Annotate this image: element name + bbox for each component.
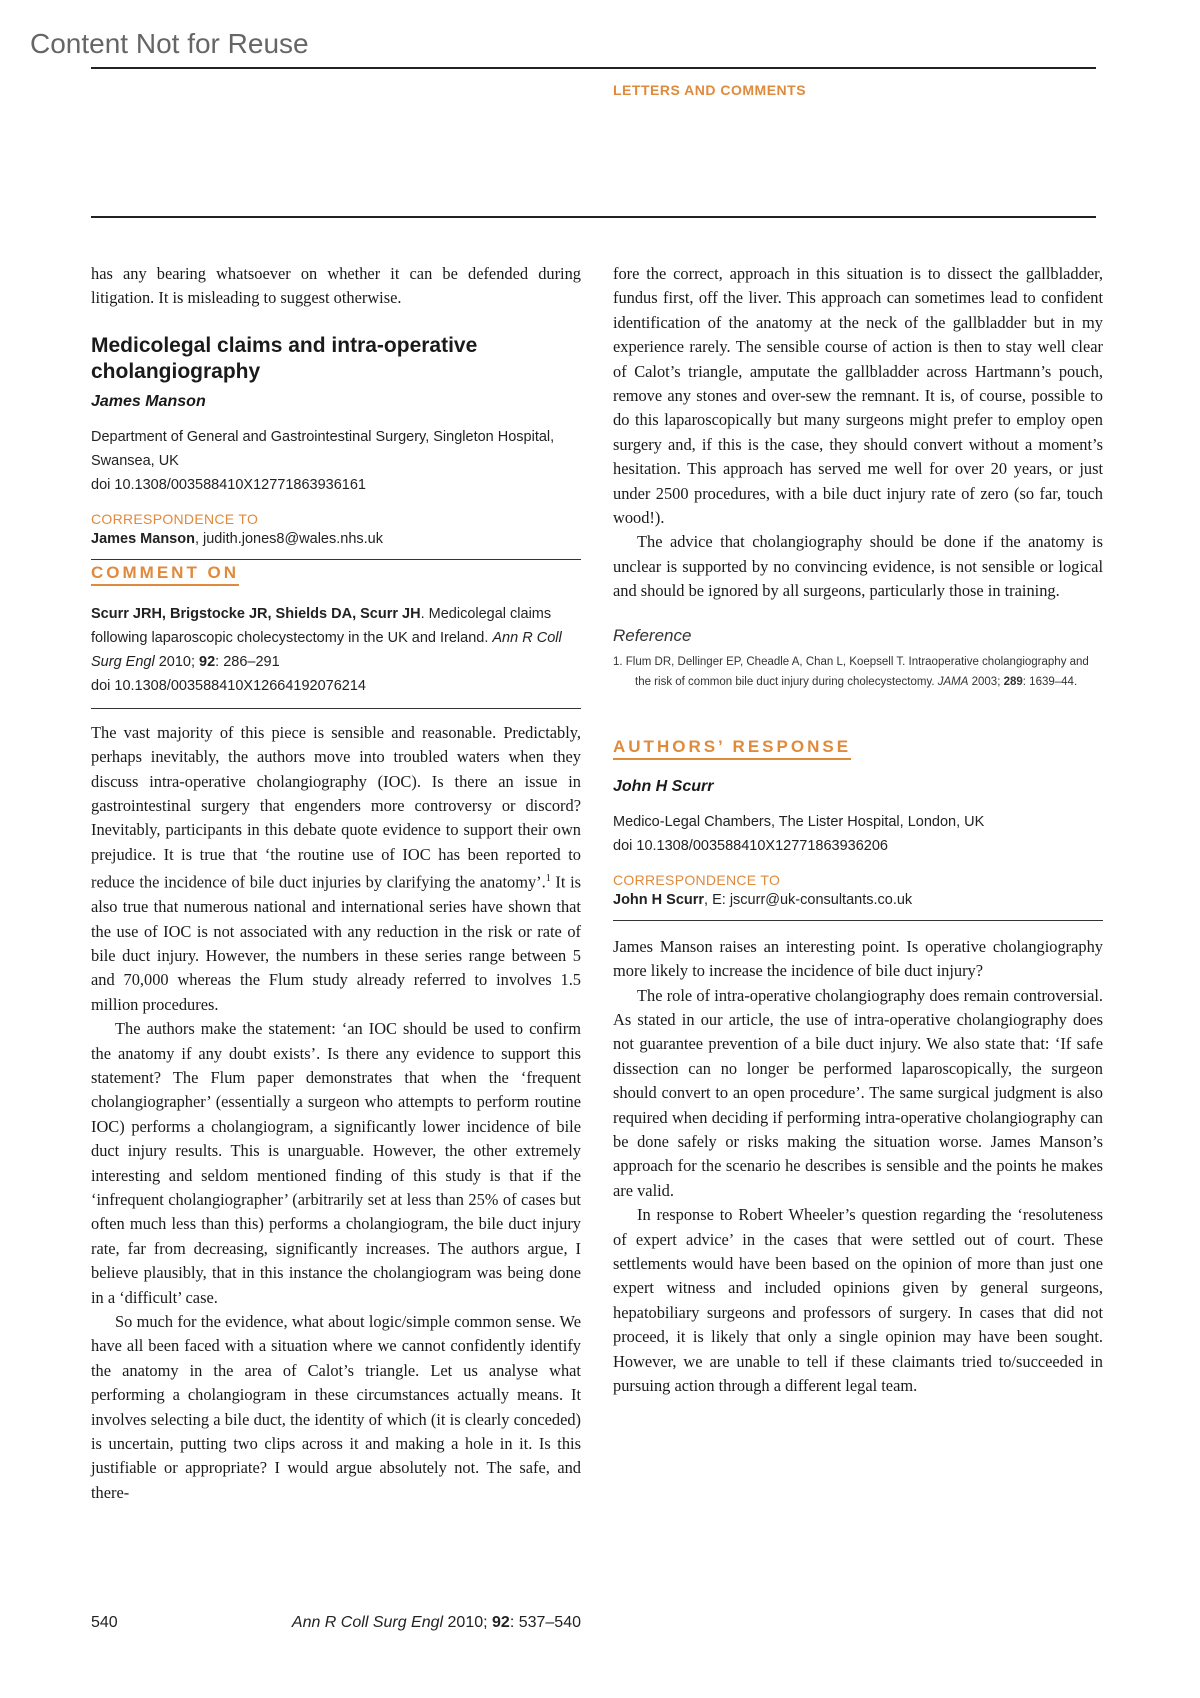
correspondence-email: , judith.jones8@wales.nhs.uk xyxy=(194,530,383,547)
correspondence-heading: CORRESPONDENCE TO xyxy=(91,510,259,527)
citation-title: . Medicolegal claims following laparoscopic cholecystectomy in the UK and Ireland. xyxy=(91,605,552,646)
correspondence-heading: CORRESPONDENCE TO xyxy=(613,871,781,888)
response-doi: doi 10.1308/003588410X12771863936206 xyxy=(613,837,888,854)
comment-on-citation xyxy=(91,602,581,698)
divider xyxy=(91,559,581,560)
correspondence-name: James Manson xyxy=(91,530,195,547)
body-paragraph: So much for the evidence, what about logic/simple common sense. We have all been faced with a situation where we cannot confidently identify the anatomy in the area of Calot’s triangle. Let us analyse what performing a cholangiogram in these circumstances actually means. It involves selecting a bile duct, the identity of which (it is clearly conceded) is uncertain, putting two clips across it and making a hole in it. Is this justifiable or appropriate? I would argue absolutely not. The safe, and there- xyxy=(91,1312,581,1502)
authors-response-heading: AUTHORS’ RESPONSE xyxy=(613,736,851,760)
para-1-text: The vast majority of this piece is sensible and reasonable. Predictably, perhaps inevitably, the authors move into troubled waters when they discuss intra-operative cholangiography (IOC). Is there an issue in gastrointestinal surgery that engenders more controversy or discord? Inevitably, participants in this debate quote evidence to support their own prejudice. It is true that ‘the routine use of IOC has been reported to reduce the incidence of bile duct injuries by clarifying the anatomy’. xyxy=(91,722,581,892)
response-affiliation: Medico-Legal Chambers, The Lister Hospital, London, UK xyxy=(613,813,985,830)
response-body xyxy=(613,935,1103,1399)
divider xyxy=(91,708,581,709)
body-paragraph: fore the correct, approach in this situation is to dissect the gallbladder, fundus first, off the liver. This approach can sometimes lead to confident identification of the anatomy at the neck of the gallbladder but in my experience rarely. The sensible course of action is then to stay well clear of Calot’s triangle, amputate the gallbladder across Hartmann’s pouch, remove any stones and over-sew the remnant. It is, of course, possible to do this laparoscopically but many surgeons might prefer to employ open surgery and, if this is the case, they should convert without a moment’s hesitation. This approach has served me well for over 20 years, or just under 2500 procedures, with a bile duct injury rate of zero (so far, touch wood!). xyxy=(613,264,1103,528)
top-rule xyxy=(91,67,1096,69)
reference-year: 2003; xyxy=(968,675,1004,688)
divider xyxy=(613,920,1103,921)
body-paragraph: The advice that cholangiography should be done if the anatomy is unclear is supported by no convincing evidence, is not sensible or logical and should be ignored by all surgeons, particularly those in training. xyxy=(613,532,1103,601)
watermark-text: Content Not for Reuse xyxy=(30,28,309,59)
correspondence-line xyxy=(91,527,581,551)
body-paragraph: In response to Robert Wheeler’s question regarding the ‘resoluteness of expert advice’ in the cases that were settled out of court. These settlements would have been based on the opinion of more than just one expert witness and included opinions given by general surgeons, hepatobiliary surgeons and professors of surgery. In cases that did not proceed, it is likely that only a single opinion may have been sought. However, we are unable to tell if these claimants tried to/succeeded in pursuing action through a different legal team. xyxy=(613,1205,1103,1395)
footer-journal: Ann R Coll Surg Engl xyxy=(291,1614,444,1631)
footer-pages: : 537–540 xyxy=(509,1614,581,1631)
article-title: Medicolegal claims and intra-operative cholangiography xyxy=(91,333,478,383)
correspondence-email: , E: jscurr@uk-consultants.co.uk xyxy=(704,891,913,908)
citation-volume: 92 xyxy=(199,653,216,670)
page-number: 540 xyxy=(91,1614,118,1631)
letter-doi: doi 10.1308/003588410X12771863936161 xyxy=(91,476,366,493)
citation-authors: Scurr JRH, Brigstocke JR, Shields DA, Scurr JH xyxy=(91,605,421,622)
reference-heading: Reference xyxy=(613,625,692,645)
body-paragraph xyxy=(91,721,581,1017)
letter-author: James Manson xyxy=(91,392,206,410)
body-paragraph: The role of intra-operative cholangiography does remain controversial. As stated in our article, the use of intra-operative cholangiography does not guarantee prevention of a bile duct injury. We also state that: ‘If safe dissection can no longer be performed laparoscopically, the surgeon should convert to an open procedure’. The same surgical judgment is also required when deciding if performing intra-operative cholangiography can be done safely or risks making the situation worse. James Manson’s approach for the scenario he describes is sensible and the points he makes are valid. xyxy=(613,985,1103,1200)
reference-volume: 289 xyxy=(1003,675,1023,688)
reference-pages: : 1639–44. xyxy=(1022,675,1078,688)
letter-body-continued xyxy=(613,262,1103,604)
citation-year: 2010; xyxy=(154,653,200,670)
header-bottom-rule xyxy=(91,216,1096,218)
footer-volume: 92 xyxy=(492,1614,510,1631)
citation-doi: doi 10.1308/003588410X12664192076214 xyxy=(91,677,366,694)
continued-text xyxy=(91,262,581,311)
right-column xyxy=(613,262,1103,1398)
para-1-end: It is also true that numerous national and international series have shown that the use of IOC is not associated with any reduction in the risk or rate of bile duct injury. However, the numbers in these series range between 5 and 70,000 whereas the Flum study already referred to involves 1.5 million procedures. xyxy=(91,872,581,1014)
letter-body xyxy=(91,721,581,1505)
body-paragraph: The authors make the statement: ‘an IOC should be used to confirm the anatomy if any doubt exists’. Is there any evidence to support this statement? The Flum paper demonstrates that when the ‘frequent cholangiographer’ (essentially a surgeon who attempts to perform routine IOC) performs a cholangiogram, a significantly lower incidence of bile duct injury results. This is unarguable. However, the other extremely interesting and seldom mentioned finding of this study is that if the ‘infrequent cholangiographer’ (arbitrarily set at less than 25% of cases but often much less than this) performs a cholangiogram, the bile duct injury rate, far from decreasing, significantly increases. The authors argue, I believe plausibly, that in this instance the cholangiogram was being done in a ‘difficult’ case. xyxy=(91,1019,581,1307)
author-affiliation: Department of General and Gastrointestinal Surgery, Singleton Hospital, Swansea, UK xyxy=(91,428,555,469)
continued-paragraph: has any bearing whatsoever on whether it can be defended during litigation. It is misleading to suggest otherwise. xyxy=(91,264,581,308)
comment-on-heading: COMMENT ON xyxy=(91,562,239,586)
reference-item xyxy=(613,652,1103,692)
footer-year: 2010; xyxy=(443,1614,493,1631)
left-column xyxy=(91,262,581,1505)
correspondence-line xyxy=(613,888,1103,912)
citation-journal: Ann R Coll Surg Engl xyxy=(91,629,562,670)
reference-journal: JAMA xyxy=(937,675,969,688)
footer-citation xyxy=(276,1614,581,1632)
citation-pages: : 286–291 xyxy=(215,653,280,670)
response-author: John H Scurr xyxy=(613,777,714,795)
correspondence-name: John H Scurr xyxy=(613,891,705,908)
reference-text: 1. Flum DR, Dellinger EP, Cheadle A, Chan L, Koepsell T. Intraoperative cholangiography and the risk of common bile duct injury during cholecystectomy. xyxy=(613,655,1089,688)
section-label: LETTERS AND COMMENTS xyxy=(613,82,807,98)
footnote-marker: 1 xyxy=(545,873,551,885)
body-paragraph: James Manson raises an interesting point. Is operative cholangiography more likely to increase the incidence of bile duct injury? xyxy=(613,936,1103,981)
